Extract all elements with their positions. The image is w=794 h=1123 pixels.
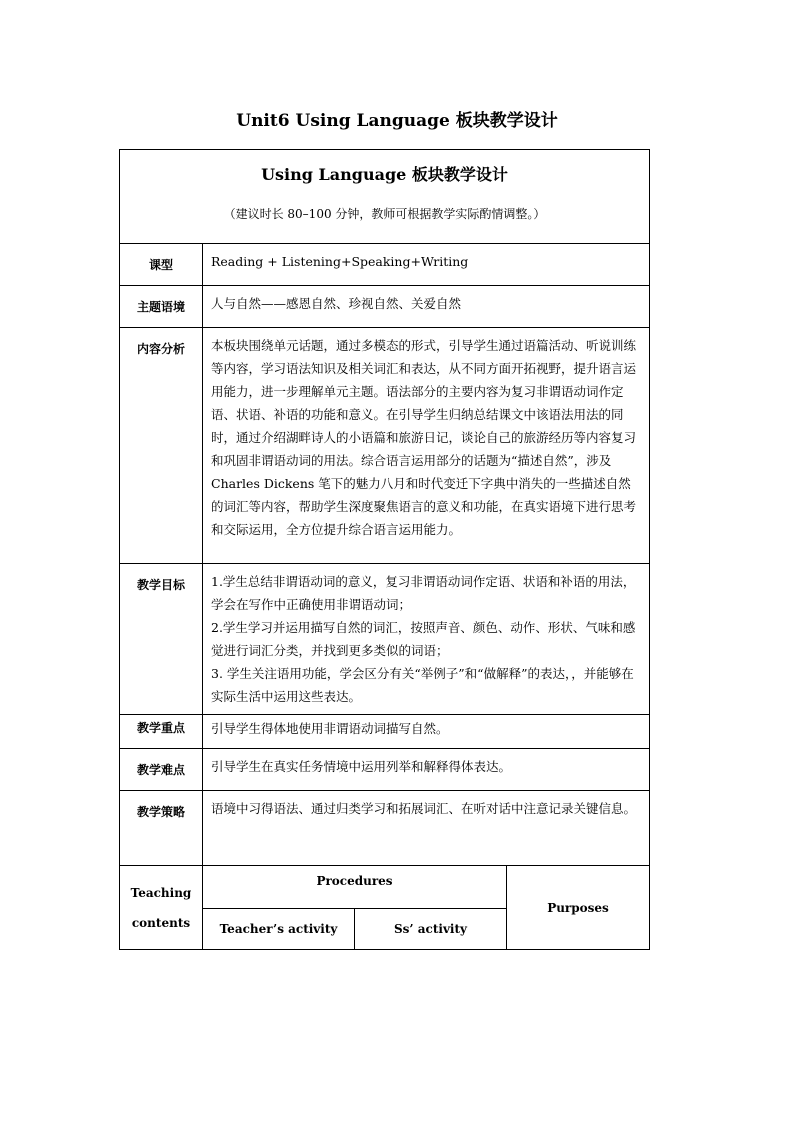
difficulty-text: 引导学生在真实任务情境中运用列举和解释得体表达。	[211, 759, 512, 774]
lesson-plan-table	[119, 149, 650, 950]
duration-note: （建议时长 80–100 分钟，教师可根据教学实际酌情调整。）	[223, 207, 546, 221]
lesson-type-text: Reading + Listening+Speaking+Writing	[211, 254, 469, 269]
row-label: 教学目标	[120, 564, 203, 715]
table-header-cell	[120, 150, 650, 244]
strategy-text: 语境中习得语法、通过归类学习和拓展词汇、在听对话中注意记录关键信息。	[211, 801, 637, 816]
table-row	[120, 715, 650, 749]
row-label: 教学难点	[120, 749, 203, 791]
content-analysis-text: 本板块围绕单元话题，通过多模态的形式，引导学生通过语篇活动、听说训练等内容，学习语法知识及相关词汇和表达，从不同方面开拓视野，提升语言运用能力，进一步理解单元主题。语法部分的主要内容为复习非谓语动词作定语、状语、补语的功能和意义。在引导学生归纳总结课文中该语法用法的同时，通过介绍湖畔诗人的小语篇和旅游日记，谈论自己的旅游经历等内容复习和巩固非谓语动词的用法。综合语言运用部分的话题为“描述自然”，涉及 Charles Dickens 笔下的魅力八月和时代变迁下字典中消失的一些描述自然的词汇等内容，帮助学生深度聚焦语言的意义和功能，在真实语境下进行思考和交际运用，全方位提升综合语言运用能力。	[211, 338, 637, 537]
teacher-activity-header: Teacher’s activity	[203, 909, 355, 950]
procedures-header: Procedures	[203, 866, 507, 909]
table-row	[120, 564, 650, 715]
row-label: 教学重点	[120, 715, 203, 749]
purposes-header: Purposes	[507, 866, 650, 950]
table-row	[120, 749, 650, 791]
row-label: 内容分析	[120, 328, 203, 564]
objective-item: 1.学生总结非谓语动词的意义，复习非谓语动词作定语、状语和补语的用法，学会在写作中正确使用非谓语动词；	[211, 574, 636, 612]
row-label: 教学策略	[120, 791, 203, 866]
row-value	[203, 749, 650, 791]
objective-item: 2.学生学习并运用描写自然的词汇，按照声音、颜色、动作、形状、气味和感觉进行词汇分类，并找到更多类似的词语；	[211, 620, 636, 658]
document-title: Unit6 Using Language 板块教学设计	[236, 111, 558, 131]
row-label: 主题语境	[120, 286, 203, 328]
table-row	[120, 328, 650, 564]
table-title: Using Language 板块教学设计	[261, 165, 508, 184]
table-row	[120, 244, 650, 286]
teaching-contents-header: Teaching contents	[120, 866, 203, 950]
theme-context-text: 人与自然——感恩自然、珍视自然、关爱自然	[211, 296, 462, 311]
key-point-text: 引导学生得体地使用非谓语动词描写自然。	[211, 721, 449, 736]
row-value	[203, 328, 650, 564]
table-row	[120, 791, 650, 866]
row-value	[203, 715, 650, 749]
procedure-header-row	[120, 866, 650, 909]
ss-activity-header: Ss’ activity	[355, 909, 507, 950]
objective-item: 3. 学生关注语用功能，学会区分有关“举例子”和“做解释”的表达，，并能够在实际生活中运用这些表达。	[211, 666, 634, 704]
row-label: 课型	[120, 244, 203, 286]
row-value	[203, 286, 650, 328]
table-header-row	[120, 150, 650, 244]
row-value	[203, 791, 650, 866]
table-row	[120, 286, 650, 328]
row-value	[203, 244, 650, 286]
row-value	[203, 564, 650, 715]
